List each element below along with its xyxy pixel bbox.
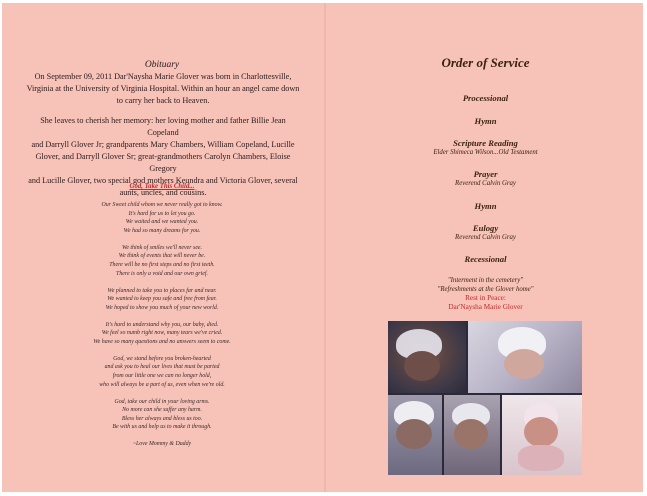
poem-line: who will always be a part of us, even when we're old. — [99, 381, 225, 388]
poem-line: Be with us and help us to make it through. — [112, 424, 212, 431]
poem-line: There is only a void and our own grief. — [116, 270, 208, 277]
service-item-heading: Hymn — [474, 201, 497, 211]
poem-line: and ask you to heal our lives that must be parted — [104, 364, 220, 371]
poem-line: We think of events that will never be. — [118, 253, 206, 260]
service-item-heading: Prayer — [473, 169, 498, 179]
order-of-service-title: Order of Service — [441, 55, 530, 70]
photo-collage — [388, 321, 582, 475]
poem-line: We feel so numb right now, many tears we've cried. — [101, 330, 223, 337]
service-item-eulogy — [328, 223, 643, 241]
poem-line: We had so many dreams for you. — [123, 227, 201, 234]
obituary-line: On September 09, 2011 Dar'Naysha Marie Glover was born in Charlottesville, — [34, 72, 292, 81]
baby-photo-3 — [388, 395, 442, 475]
baby-photo-2 — [468, 321, 582, 393]
service-item-detail: Reverend Calvin Gray — [455, 234, 516, 241]
poem-line: from our little one we can no longer hold, — [112, 373, 212, 380]
baby-photo-4 — [444, 395, 500, 475]
poem-line: We waited and we wanted you. — [125, 219, 199, 226]
obituary-line: She leaves to cherish her memory: her loving mother and father Billie Jean Copeland — [40, 116, 286, 137]
poem-line: We have so many questions and no answers seem to come. — [93, 338, 231, 345]
obituary-line: and Lucille Glover, two special god mothers Keundra and Victoria Glover, several — [28, 176, 298, 185]
poem-stanza — [2, 201, 322, 235]
deceased-name: Dar'Naysha Marie Glover — [448, 303, 523, 311]
service-item-hymn-2 — [328, 201, 643, 211]
poem-line: We hoped to show you much of your new world. — [105, 304, 219, 311]
baby-photo-1 — [388, 321, 466, 393]
service-item-detail: Elder Shimeca Wilson...Old Testament — [433, 149, 538, 156]
refreshments-note: "Refreshments at the Glover home" — [437, 286, 534, 293]
obituary-title: Obituary — [144, 60, 180, 70]
service-item-heading: Hymn — [474, 116, 497, 126]
poem-line: Bless her always and bless us too. — [121, 415, 203, 422]
service-item-processional — [328, 93, 643, 103]
rest-in-peace-label: Rest in Peace: — [465, 294, 506, 302]
obituary-line: and Darryll Glover Jr; grandparents Mary Chambers, William Copeland, Lucille — [31, 140, 295, 149]
poem-stanza — [2, 355, 322, 389]
service-item-recessional — [328, 254, 643, 264]
poem-line: God, take our child in your loving arms. — [114, 398, 210, 405]
poem-line: It's hard to understand why you, our baby, died. — [105, 321, 219, 328]
program-sheet — [2, 3, 643, 492]
poem-line: There will be no first steps and no first teeth. — [109, 261, 215, 268]
service-item-scripture — [328, 138, 643, 156]
obituary-line: Virginia at the University of Virginia Hospital. Within an hour an angel came down — [26, 84, 300, 93]
left-panel — [2, 3, 322, 492]
poem-line: No more can she suffer any harm. — [122, 407, 202, 414]
poem-line: It's hard for us to let you go. — [128, 210, 196, 217]
obituary-line: Glover, and Darryll Glover Sr; great-grandmothers Carolyn Chambers, Eloise Gregory — [35, 152, 291, 173]
poem-line: Our Sweet child whom we never really got to know. — [101, 202, 223, 208]
obituary-paragraph-1 — [24, 71, 302, 107]
poem-stanza — [2, 398, 322, 432]
obituary-line: to carry her back to Heaven. — [116, 96, 210, 105]
poem-line: We planned to take you to places far and near. — [107, 287, 217, 294]
baby-photo-5 — [502, 395, 582, 475]
poem-signature: ~Love Mommy & Daddy — [132, 441, 192, 448]
obituary-line: aunts, uncles, and cousins. — [119, 188, 207, 197]
service-item-prayer — [328, 169, 643, 187]
poem-line: God, we stand before you broken-hearted — [113, 355, 211, 362]
service-item-heading: Processional — [462, 93, 509, 103]
right-panel — [328, 3, 643, 492]
center-fold — [324, 3, 326, 492]
service-notes — [328, 276, 643, 312]
interment-note: "Interment in the cemetery" — [447, 277, 524, 284]
poem-body — [2, 201, 322, 449]
poem-title: God, Take This Child... — [129, 183, 195, 190]
service-item-hymn — [328, 116, 643, 126]
poem-line: We wanted to keep you safe and free from fear. — [107, 296, 217, 303]
service-item-heading: Eulogy — [472, 223, 499, 233]
poem-stanza — [2, 321, 322, 347]
poem-stanza — [2, 244, 322, 278]
service-item-heading: Scripture Reading — [453, 138, 518, 148]
poem-line: We think of smiles we'll never see. — [121, 244, 203, 251]
service-item-detail: Reverend Calvin Gray — [455, 180, 516, 187]
poem-stanza — [2, 287, 322, 313]
service-item-heading: Recessional — [464, 254, 507, 264]
